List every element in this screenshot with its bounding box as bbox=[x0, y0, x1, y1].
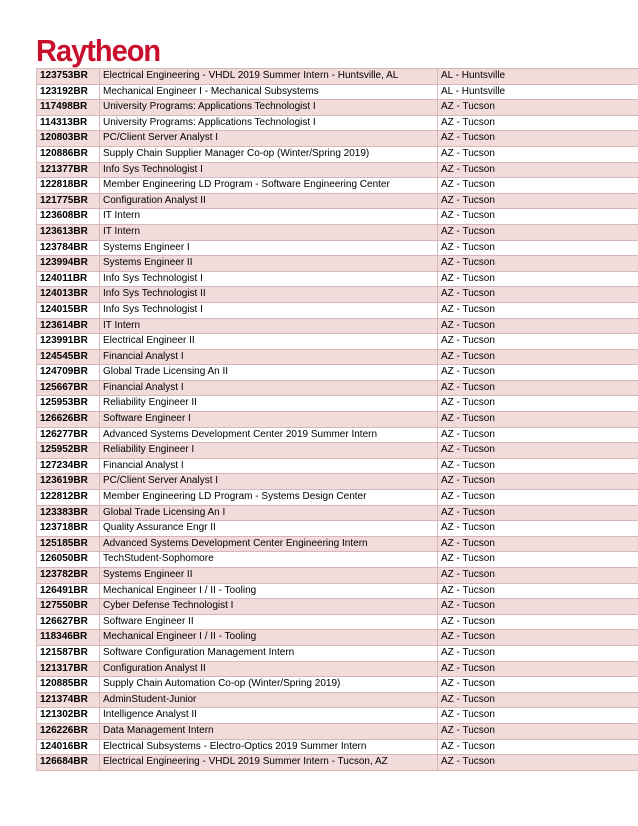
table-row bbox=[37, 474, 638, 490]
table-row bbox=[37, 490, 638, 506]
table-row bbox=[37, 677, 638, 693]
job-location-cell: AZ - Tucson bbox=[438, 755, 638, 771]
job-listings-table bbox=[36, 68, 638, 771]
job-id-cell: 126626BR bbox=[37, 412, 100, 428]
job-id-cell: 124545BR bbox=[37, 349, 100, 365]
job-title-cell: Mechanical Engineer I - Mechanical Subsystems bbox=[100, 84, 438, 100]
job-location-cell: AZ - Tucson bbox=[438, 739, 638, 755]
table-row bbox=[37, 271, 638, 287]
table-row bbox=[37, 131, 638, 147]
table-row bbox=[37, 396, 638, 412]
job-title-cell: Systems Engineer II bbox=[100, 256, 438, 272]
job-id-cell: 127234BR bbox=[37, 458, 100, 474]
job-id-cell: 121377BR bbox=[37, 162, 100, 178]
table-row bbox=[37, 568, 638, 584]
job-title-cell: Info Sys Technologist II bbox=[100, 287, 438, 303]
table-row bbox=[37, 536, 638, 552]
job-title-cell: Cyber Defense Technologist I bbox=[100, 599, 438, 615]
job-title-cell: Data Management Intern bbox=[100, 723, 438, 739]
job-location-cell: AZ - Tucson bbox=[438, 614, 638, 630]
job-id-cell: 121302BR bbox=[37, 708, 100, 724]
table-row bbox=[37, 521, 638, 537]
job-location-cell: AL - Huntsville bbox=[438, 84, 638, 100]
table-row bbox=[37, 614, 638, 630]
job-id-cell: 124016BR bbox=[37, 739, 100, 755]
job-id-cell: 126491BR bbox=[37, 583, 100, 599]
job-title-cell: Advanced Systems Development Center 2019 Summer Intern bbox=[100, 427, 438, 443]
job-location-cell: AZ - Tucson bbox=[438, 209, 638, 225]
job-id-cell: 124013BR bbox=[37, 287, 100, 303]
table-row bbox=[37, 162, 638, 178]
job-title-cell: University Programs: Applications Technologist I bbox=[100, 115, 438, 131]
job-location-cell: AZ - Tucson bbox=[438, 505, 638, 521]
job-id-cell: 123753BR bbox=[37, 69, 100, 85]
table-row bbox=[37, 427, 638, 443]
table-row bbox=[37, 739, 638, 755]
job-location-cell: AZ - Tucson bbox=[438, 349, 638, 365]
table-row bbox=[37, 224, 638, 240]
job-title-cell: Reliability Engineer I bbox=[100, 443, 438, 459]
job-title-cell: TechStudent-Sophomore bbox=[100, 552, 438, 568]
job-location-cell: AZ - Tucson bbox=[438, 723, 638, 739]
job-id-cell: 126684BR bbox=[37, 755, 100, 771]
job-location-cell: AZ - Tucson bbox=[438, 708, 638, 724]
job-title-cell: Member Engineering LD Program - Systems Design Center bbox=[100, 490, 438, 506]
job-title-cell: Financial Analyst I bbox=[100, 458, 438, 474]
table-row bbox=[37, 84, 638, 100]
job-title-cell: Global Trade Licensing An I bbox=[100, 505, 438, 521]
job-id-cell: 123383BR bbox=[37, 505, 100, 521]
table-row bbox=[37, 240, 638, 256]
job-title-cell: Info Sys Technologist I bbox=[100, 302, 438, 318]
table-row bbox=[37, 645, 638, 661]
job-id-cell: 123718BR bbox=[37, 521, 100, 537]
job-title-cell: Financial Analyst I bbox=[100, 380, 438, 396]
table-row bbox=[37, 100, 638, 116]
job-title-cell: Mechanical Engineer I / II - Tooling bbox=[100, 583, 438, 599]
job-location-cell: AZ - Tucson bbox=[438, 100, 638, 116]
table-row bbox=[37, 334, 638, 350]
table-row bbox=[37, 505, 638, 521]
job-title-cell: Configuration Analyst II bbox=[100, 661, 438, 677]
job-location-cell: AZ - Tucson bbox=[438, 131, 638, 147]
job-title-cell: Configuration Analyst II bbox=[100, 193, 438, 209]
job-title-cell: IT Intern bbox=[100, 209, 438, 225]
job-title-cell: AdminStudent-Junior bbox=[100, 692, 438, 708]
job-title-cell: IT Intern bbox=[100, 224, 438, 240]
job-location-cell: AZ - Tucson bbox=[438, 568, 638, 584]
job-location-cell: AZ - Tucson bbox=[438, 146, 638, 162]
job-location-cell: AZ - Tucson bbox=[438, 552, 638, 568]
job-title-cell: IT Intern bbox=[100, 318, 438, 334]
job-id-cell: 124709BR bbox=[37, 365, 100, 381]
job-id-cell: 123192BR bbox=[37, 84, 100, 100]
job-location-cell: AZ - Tucson bbox=[438, 287, 638, 303]
table-row bbox=[37, 365, 638, 381]
job-location-cell: AZ - Tucson bbox=[438, 443, 638, 459]
job-id-cell: 122812BR bbox=[37, 490, 100, 506]
job-location-cell: AZ - Tucson bbox=[438, 334, 638, 350]
job-id-cell: 118346BR bbox=[37, 630, 100, 646]
job-id-cell: 123784BR bbox=[37, 240, 100, 256]
job-title-cell: University Programs: Applications Technologist I bbox=[100, 100, 438, 116]
job-location-cell: AZ - Tucson bbox=[438, 224, 638, 240]
table-row bbox=[37, 692, 638, 708]
table-row bbox=[37, 661, 638, 677]
job-location-cell: AZ - Tucson bbox=[438, 599, 638, 615]
job-id-cell: 123608BR bbox=[37, 209, 100, 225]
table-row bbox=[37, 755, 638, 771]
job-id-cell: 123613BR bbox=[37, 224, 100, 240]
job-id-cell: 126277BR bbox=[37, 427, 100, 443]
job-title-cell: Electrical Engineering - VHDL 2019 Summer Intern - Huntsville, AL bbox=[100, 69, 438, 85]
job-id-cell: 123619BR bbox=[37, 474, 100, 490]
job-location-cell: AZ - Tucson bbox=[438, 162, 638, 178]
job-location-cell: AZ - Tucson bbox=[438, 380, 638, 396]
job-location-cell: AL - Huntsville bbox=[438, 69, 638, 85]
table-row bbox=[37, 287, 638, 303]
job-location-cell: AZ - Tucson bbox=[438, 318, 638, 334]
job-title-cell: Software Engineer I bbox=[100, 412, 438, 428]
job-id-cell: 126627BR bbox=[37, 614, 100, 630]
job-id-cell: 124015BR bbox=[37, 302, 100, 318]
job-id-cell: 123782BR bbox=[37, 568, 100, 584]
job-location-cell: AZ - Tucson bbox=[438, 412, 638, 428]
table-row bbox=[37, 209, 638, 225]
job-location-cell: AZ - Tucson bbox=[438, 115, 638, 131]
job-id-cell: 120885BR bbox=[37, 677, 100, 693]
job-title-cell: Reliability Engineer II bbox=[100, 396, 438, 412]
job-id-cell: 123614BR bbox=[37, 318, 100, 334]
table-row bbox=[37, 412, 638, 428]
job-location-cell: AZ - Tucson bbox=[438, 661, 638, 677]
job-location-cell: AZ - Tucson bbox=[438, 692, 638, 708]
table-row bbox=[37, 302, 638, 318]
job-location-cell: AZ - Tucson bbox=[438, 536, 638, 552]
job-title-cell: Mechanical Engineer I / II - Tooling bbox=[100, 630, 438, 646]
job-id-cell: 114313BR bbox=[37, 115, 100, 131]
job-location-cell: AZ - Tucson bbox=[438, 630, 638, 646]
job-location-cell: AZ - Tucson bbox=[438, 302, 638, 318]
job-id-cell: 123994BR bbox=[37, 256, 100, 272]
job-title-cell: Electrical Engineer II bbox=[100, 334, 438, 350]
job-listings-body bbox=[37, 69, 638, 771]
table-row bbox=[37, 630, 638, 646]
job-title-cell: Supply Chain Automation Co-op (Winter/Spring 2019) bbox=[100, 677, 438, 693]
job-location-cell: AZ - Tucson bbox=[438, 583, 638, 599]
job-title-cell: Electrical Engineering - VHDL 2019 Summer Intern - Tucson, AZ bbox=[100, 755, 438, 771]
table-row bbox=[37, 115, 638, 131]
job-location-cell: AZ - Tucson bbox=[438, 458, 638, 474]
job-title-cell: Software Configuration Management Intern bbox=[100, 645, 438, 661]
job-location-cell: AZ - Tucson bbox=[438, 365, 638, 381]
job-id-cell: 122818BR bbox=[37, 178, 100, 194]
job-location-cell: AZ - Tucson bbox=[438, 645, 638, 661]
job-title-cell: PC/Client Server Analyst I bbox=[100, 131, 438, 147]
table-row bbox=[37, 146, 638, 162]
job-location-cell: AZ - Tucson bbox=[438, 178, 638, 194]
table-row bbox=[37, 599, 638, 615]
job-title-cell: Info Sys Technologist I bbox=[100, 271, 438, 287]
job-title-cell: Software Engineer II bbox=[100, 614, 438, 630]
job-id-cell: 120803BR bbox=[37, 131, 100, 147]
job-title-cell: Quality Assurance Engr II bbox=[100, 521, 438, 537]
job-title-cell: Electrical Subsystems - Electro-Optics 2019 Summer Intern bbox=[100, 739, 438, 755]
raytheon-logo: Raytheon bbox=[36, 34, 161, 69]
table-row bbox=[37, 349, 638, 365]
job-id-cell: 121317BR bbox=[37, 661, 100, 677]
job-location-cell: AZ - Tucson bbox=[438, 256, 638, 272]
job-id-cell: 123991BR bbox=[37, 334, 100, 350]
table-row bbox=[37, 552, 638, 568]
job-id-cell: 126050BR bbox=[37, 552, 100, 568]
job-location-cell: AZ - Tucson bbox=[438, 271, 638, 287]
job-location-cell: AZ - Tucson bbox=[438, 396, 638, 412]
job-location-cell: AZ - Tucson bbox=[438, 677, 638, 693]
job-id-cell: 121374BR bbox=[37, 692, 100, 708]
table-row bbox=[37, 583, 638, 599]
job-location-cell: AZ - Tucson bbox=[438, 427, 638, 443]
job-id-cell: 127550BR bbox=[37, 599, 100, 615]
job-location-cell: AZ - Tucson bbox=[438, 240, 638, 256]
job-id-cell: 125952BR bbox=[37, 443, 100, 459]
job-title-cell: Systems Engineer II bbox=[100, 568, 438, 584]
job-location-cell: AZ - Tucson bbox=[438, 490, 638, 506]
table-row bbox=[37, 458, 638, 474]
job-title-cell: PC/Client Server Analyst I bbox=[100, 474, 438, 490]
job-title-cell: Global Trade Licensing An II bbox=[100, 365, 438, 381]
job-title-cell: Intelligence Analyst II bbox=[100, 708, 438, 724]
job-id-cell: 121587BR bbox=[37, 645, 100, 661]
job-title-cell: Financial Analyst I bbox=[100, 349, 438, 365]
job-id-cell: 121775BR bbox=[37, 193, 100, 209]
table-row bbox=[37, 708, 638, 724]
job-title-cell: Systems Engineer I bbox=[100, 240, 438, 256]
job-id-cell: 120886BR bbox=[37, 146, 100, 162]
table-row bbox=[37, 193, 638, 209]
job-title-cell: Info Sys Technologist I bbox=[100, 162, 438, 178]
table-row bbox=[37, 178, 638, 194]
table-row bbox=[37, 256, 638, 272]
job-id-cell: 126226BR bbox=[37, 723, 100, 739]
job-location-cell: AZ - Tucson bbox=[438, 521, 638, 537]
table-row bbox=[37, 723, 638, 739]
job-id-cell: 124011BR bbox=[37, 271, 100, 287]
job-id-cell: 125185BR bbox=[37, 536, 100, 552]
job-id-cell: 117498BR bbox=[37, 100, 100, 116]
table-row bbox=[37, 380, 638, 396]
job-id-cell: 125953BR bbox=[37, 396, 100, 412]
job-title-cell: Member Engineering LD Program - Software Engineering Center bbox=[100, 178, 438, 194]
table-row bbox=[37, 318, 638, 334]
job-location-cell: AZ - Tucson bbox=[438, 474, 638, 490]
job-id-cell: 125667BR bbox=[37, 380, 100, 396]
job-location-cell: AZ - Tucson bbox=[438, 193, 638, 209]
table-row bbox=[37, 443, 638, 459]
job-title-cell: Supply Chain Supplier Manager Co-op (Winter/Spring 2019) bbox=[100, 146, 438, 162]
table-row bbox=[37, 69, 638, 85]
job-title-cell: Advanced Systems Development Center Engineering Intern bbox=[100, 536, 438, 552]
